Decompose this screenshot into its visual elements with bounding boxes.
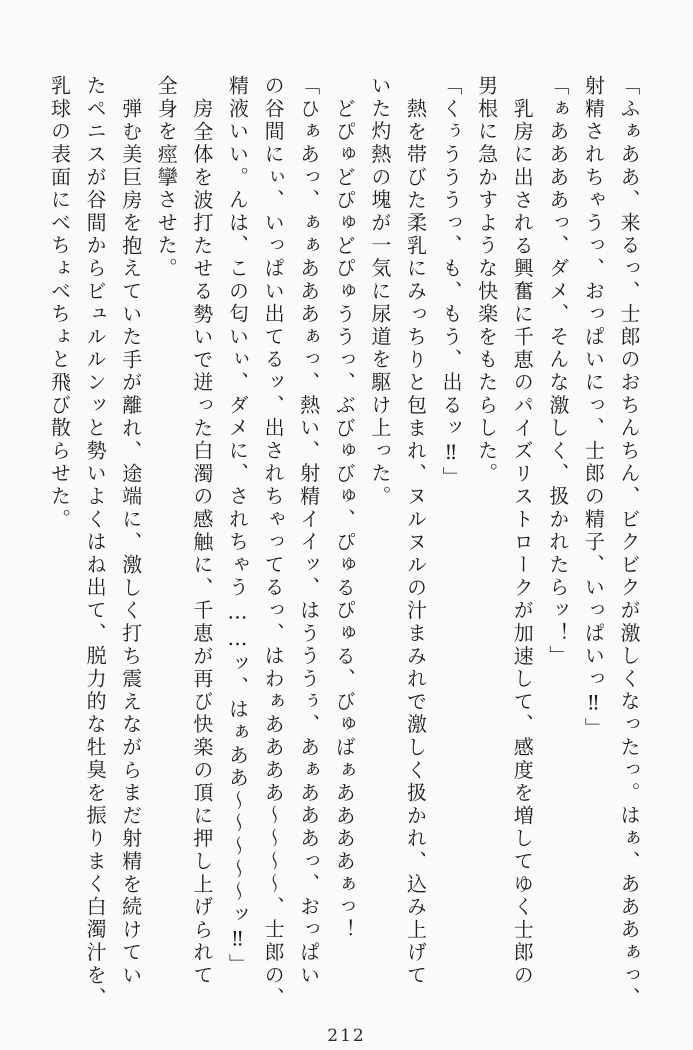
text-line: どぴゅどぴゅどぴゅううっ、ぶびゅびゅ、ぴゅるぴゅる、びゅばぁああああぁっ！ — [332, 97, 357, 942]
text-line: 房全体を波打たせる勢いで迸った白濁の感触に、千恵が再び快楽の頂に押し上げられて — [189, 97, 214, 987]
page-number: 212 — [327, 1026, 366, 1046]
text-line: いた灼熱の塊が一気に尿道を駆け上った。 — [367, 75, 392, 509]
text-line: 「くぅうううっ、も、もう、出るッ‼」 — [439, 75, 464, 490]
text-line: 「ひぁあっ、ぁぁあああぁっ、熱い、射精イイッ、はうううぅ、あぁあああっ、おっぱい — [296, 75, 321, 987]
text-line: 全身を痙攣させた。 — [154, 75, 179, 281]
text-line: 「ぁああああっ、ダメ、そんな激しく、扱かれたらッ！」 — [545, 75, 570, 668]
text-line: の谷間にぃ、いっぱい出てるッ、出されちゃってるっ、はわぁああああ～～～～、士郎の、 — [261, 75, 286, 1010]
text-line: 乳球の表面にべちょべちょと飛び散らせた。 — [47, 75, 72, 531]
text-line: 男根に急かすような快楽をもたらした。 — [474, 75, 499, 486]
text-line: たペニスが谷間からビュルルンッと勢いよくはね出て、脱力的な牡臭を振りまく白濁汁を、 — [83, 75, 108, 1010]
text-line: 「ふぁああ、来るっ、士郎のおちんちん、ビクビクが激しくなったっ。はぁ、あああぁっ、 — [617, 75, 641, 1010]
text-line: 熱を帯びた柔乳にみっちりと包まれ、ヌルヌルの汁まみれで激しく扱かれ、込み上げて — [403, 97, 428, 987]
text-block — [40, 75, 646, 1010]
text-line: 乳房に出される興奮に千恵のパイズリストロークが加速して、感度を増してゆく士郎の — [510, 97, 535, 987]
text-line: 射精されちゃうっ、おっぱいにっ、士郎の精子、いっぱいっ‼」 — [581, 75, 606, 741]
text-line: 弾む美巨房を抱えていた手が離れ、途端に、激しく打ち震えながらまだ射精を続けてい — [118, 97, 143, 987]
text-line: 精液いい。んは、この匂いぃ、ダメに、されちゃう……ッ、はぁああ～～～～～ッ‼」 — [225, 75, 250, 977]
